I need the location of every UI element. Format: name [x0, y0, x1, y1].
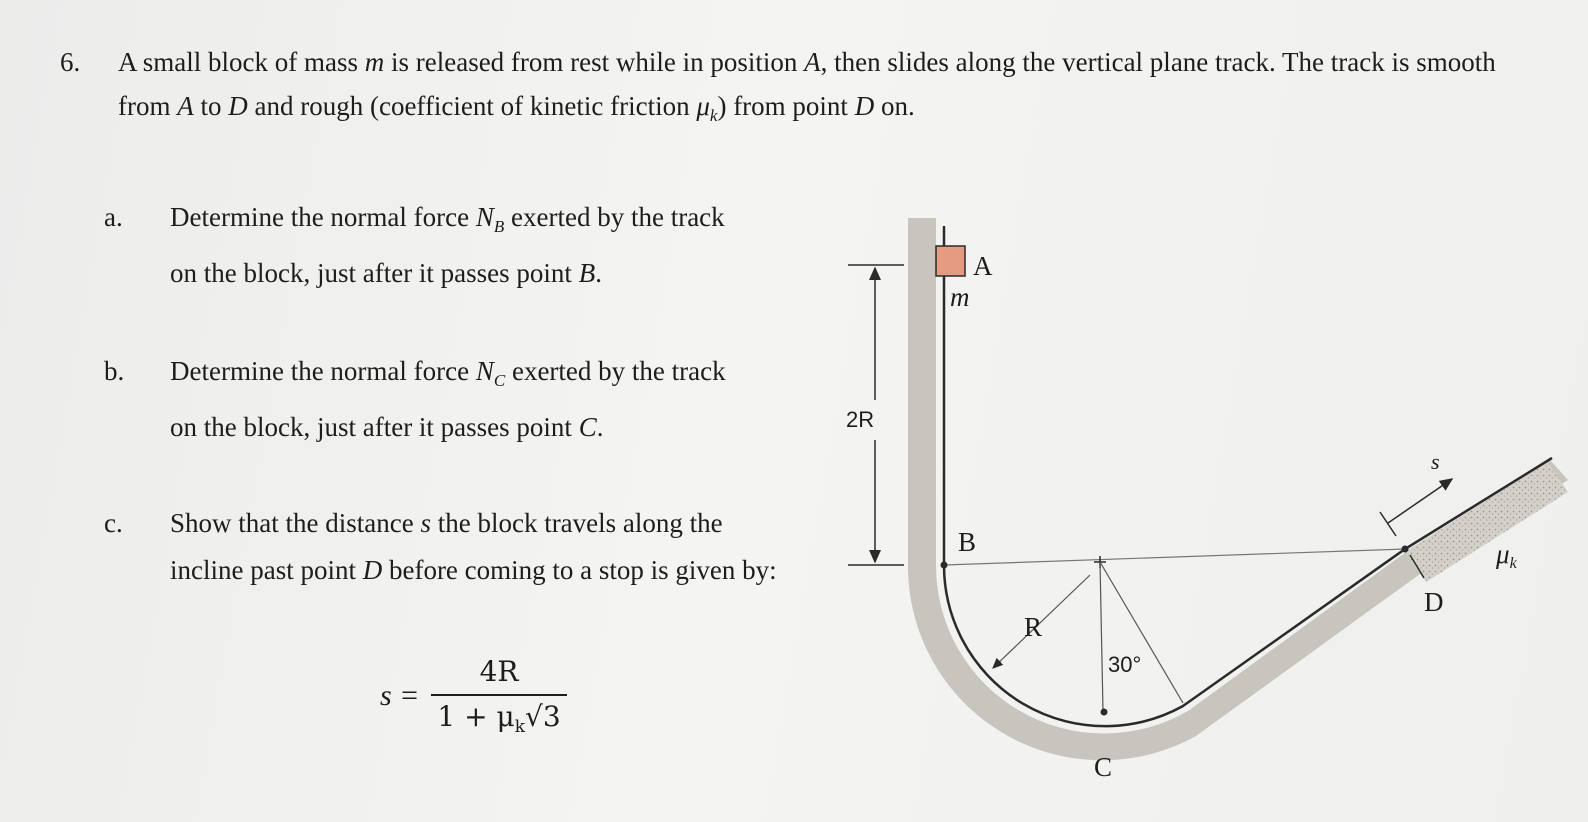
point-c-dot	[1101, 709, 1108, 716]
mu-symbol: μ	[696, 91, 710, 121]
radius-line-30	[1100, 562, 1183, 703]
s-tick	[1380, 512, 1396, 536]
part-text-span: exerted by the track on the block, just after it passes point	[170, 202, 725, 288]
label-mu-k	[1495, 539, 1518, 572]
equation-lhs: s =	[380, 679, 420, 712]
problem-text-part: to	[193, 91, 229, 121]
equation-numerator: 4R	[479, 655, 519, 688]
force-symbol: N	[475, 356, 494, 386]
force-subscript: B	[493, 217, 505, 236]
point-symbol: D	[854, 91, 875, 121]
problem-text-part: is released from rest while in position	[384, 47, 805, 77]
block-a	[936, 246, 965, 276]
horizontal-reference	[944, 549, 1405, 565]
problem-text-part: and rough (coefficient of kinetic friction	[247, 91, 697, 121]
part-text-span: .	[596, 412, 604, 442]
track-body	[908, 218, 1568, 760]
point-symbol: A	[177, 91, 194, 121]
point-symbol: D	[228, 91, 248, 121]
s-arrow	[1388, 479, 1452, 523]
force-subscript: C	[493, 371, 506, 390]
radius-line-c	[1100, 562, 1103, 711]
label-d: D	[1424, 587, 1444, 617]
distance-symbol: s	[420, 508, 431, 538]
point-symbol: D	[362, 555, 383, 585]
force-symbol: N	[475, 202, 494, 232]
label-r: R	[1024, 612, 1043, 642]
part-text-span: the block travels along the incline past point	[170, 508, 723, 585]
denominator-root: √3	[525, 700, 561, 733]
point-symbol: B	[578, 258, 596, 288]
track-edge	[944, 226, 1552, 726]
part-text-span: exerted by the track on the block, just after it passes point	[170, 356, 726, 442]
problem-number: 6.	[60, 47, 81, 77]
label-mu: μ	[1496, 539, 1510, 569]
denominator-text: 1 + μ	[437, 700, 515, 733]
label-c: C	[1094, 752, 1113, 782]
problem-text-part: on.	[874, 91, 915, 121]
point-symbol: C	[578, 412, 597, 442]
label-s: s	[1431, 449, 1440, 474]
point-b-dot	[941, 562, 948, 569]
part-text-span: .	[595, 258, 602, 288]
problem-text-part: , then slides along the vertical plane track. The track is smooth from	[118, 47, 1496, 121]
denominator-subscript: k	[514, 717, 526, 737]
label-m: m	[950, 282, 970, 312]
part-text-span: before coming to a stop is given by:	[382, 555, 777, 585]
label-mu-sub: k	[1509, 555, 1517, 572]
part-label: c.	[104, 508, 123, 538]
mu-subscript: k	[709, 106, 718, 125]
part-text-span: Show that the distance	[170, 508, 421, 538]
label-a: A	[973, 251, 993, 281]
label-2r: 2R	[846, 407, 875, 432]
point-symbol: A	[804, 47, 821, 77]
rough-surface	[1405, 462, 1568, 582]
point-d-dot	[1402, 546, 1409, 553]
part-text-span: Determine the normal force	[170, 202, 476, 232]
part-label: b.	[104, 356, 125, 386]
mass-symbol: m	[364, 47, 385, 77]
part-text-span: Determine the normal force	[170, 356, 476, 386]
problem-text-part: A small block of mass	[118, 47, 365, 77]
label-b: B	[958, 527, 977, 557]
label-30-deg: 30°	[1108, 652, 1142, 677]
problem-text-part: ) from point	[717, 91, 855, 121]
part-label: a.	[104, 202, 123, 232]
